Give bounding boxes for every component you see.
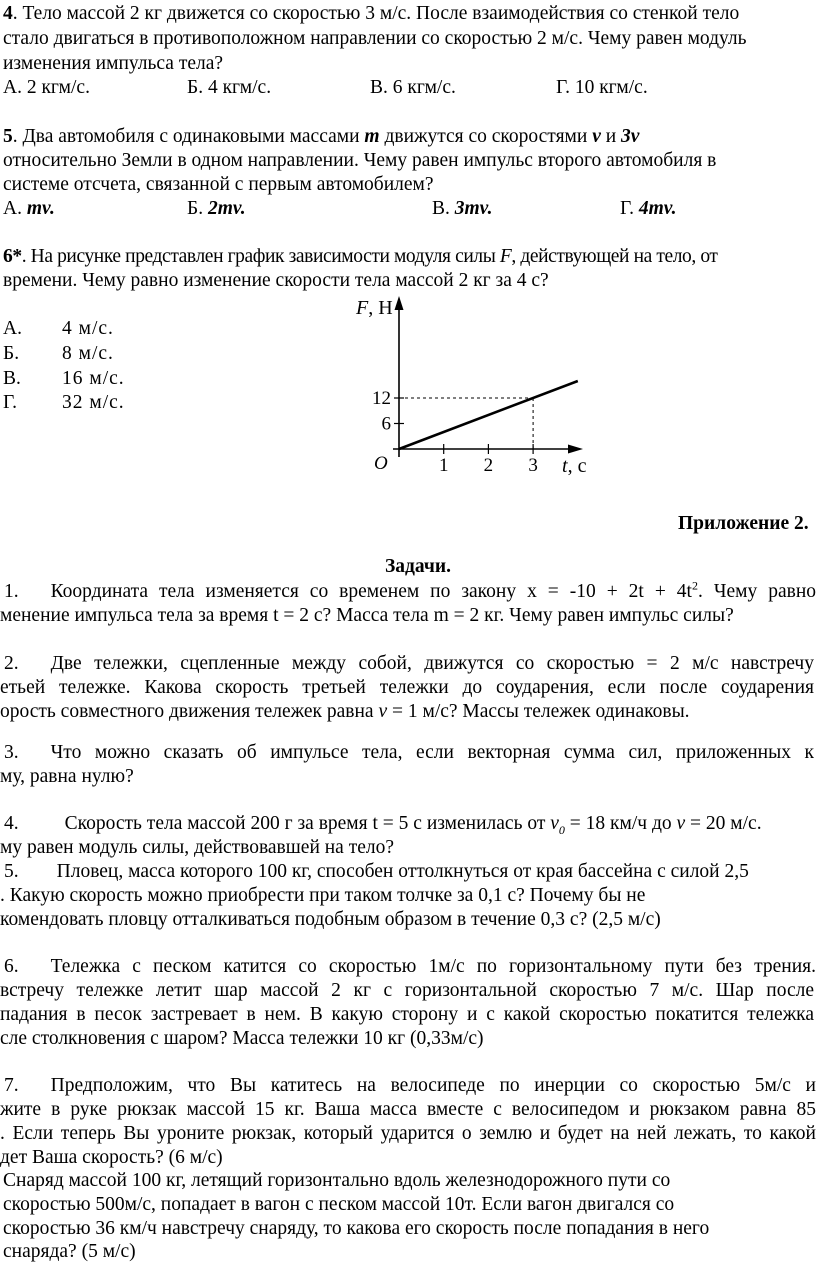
task-7-number: 7. bbox=[4, 1075, 19, 1096]
task-8-line-2: скоростью 500м/с, попадает в вагон с песком массой 10т. Если вагон двигался со bbox=[3, 1194, 675, 1215]
task-6-line-2: встречу тележке летит шар массой 2 кг с горизонтальной скоростью 7 м/с. Шар после bbox=[0, 980, 814, 1001]
task-8-line-4: снаряда? (5 м/с) bbox=[3, 1241, 136, 1262]
task-7-line-1: 7. Предположим, что Вы катитесь на велосипеде по инерции со скоростью 5м/с и bbox=[0, 1074, 816, 1098]
q6-option-b-value: 8 м/с. bbox=[62, 343, 114, 364]
q6-line-2: времени. Чему равно изменение скорости тела массой 2 кг за 4 с? bbox=[3, 270, 549, 291]
q5-text: . Два автомобиля с одинаковыми массами bbox=[12, 126, 365, 147]
q5-3v-symbol: 3v bbox=[621, 126, 640, 147]
origin-label: O bbox=[374, 453, 388, 474]
task-5-number: 5. bbox=[4, 861, 19, 882]
x-tick-label: 1 bbox=[438, 455, 449, 476]
force-time-chart bbox=[340, 292, 610, 492]
q6-option-a-value: 4 м/с. bbox=[62, 318, 114, 339]
x-axis-label: t, с bbox=[562, 455, 587, 477]
x-tick-label: 3 bbox=[528, 455, 538, 476]
task-5-line-1: 5. Пловец, масса которого 100 кг, способен оттолкнуться от края бассейна с силой 2,5 bbox=[4, 861, 749, 882]
q4-line-3: изменения импульса тела? bbox=[3, 53, 224, 74]
q5-mass-symbol: m bbox=[364, 126, 380, 147]
task-8-line-3: скоростью 36 км/ч навстречу снаряду, то какова его скорость после попадания в него bbox=[3, 1218, 710, 1239]
task-1-line-1: 1. Координата тела изменяется со временем по закону $x = -10 + 2t + 4t^2$. Чему равно bbox=[0, 580, 816, 604]
q5-line-2: относительно Земли в одном направлении. Чему равен импульс второго автомобиля в bbox=[3, 150, 717, 171]
y-axis bbox=[395, 296, 404, 457]
task-7-line-3: . Если теперь Вы уроните рюкзак, который ударится о землю и будет на ней лежать, то какой bbox=[0, 1123, 816, 1144]
q6-option-a: А. bbox=[3, 318, 22, 339]
q6-option-d-value: 32 м/с. bbox=[62, 392, 125, 413]
y-axis-label: F, Н bbox=[356, 297, 393, 319]
q4-number: 4 bbox=[3, 3, 13, 24]
q6-option-b: Б. bbox=[3, 343, 20, 364]
task-4-line-2: му равен модуль силы, действовавшей на тело? bbox=[0, 837, 395, 858]
task-2-line-1: 2. Две тележки, сцепленные между собой, движутся со скоростью = 2 м/с навстречу bbox=[0, 652, 814, 676]
q4-text: . Тело массой 2 кг движется со скоростью 3 м/с. После взаимодействия со стенкой тело bbox=[12, 3, 740, 24]
q6-option-d: Г. bbox=[3, 392, 17, 413]
appendix-heading: Приложение 2. bbox=[678, 513, 809, 534]
task-5-line-2: . Какую скорость можно приобрести при таком толчке за 0,1 с? Почему бы не bbox=[0, 885, 646, 906]
q5-line-3: системе отсчета, связанной с первым автомобилем? bbox=[3, 174, 434, 195]
q5-option-a: А. mv. bbox=[3, 198, 55, 219]
task-2-line-3: орость совместного движения тележек равна v = 1 м/с? Массы тележек одинаковы. bbox=[0, 701, 690, 722]
q4-line-2: стало двигаться в противоположном направлении со скоростью 2 м/с. Чему равен модуль bbox=[3, 28, 747, 49]
task-6-line-1: 6. Тележка с песком катится со скоростью 1м/с по горизонтальному пути без трения. bbox=[0, 955, 816, 979]
q5-number: 5 bbox=[3, 126, 13, 147]
q5-line-1 bbox=[3, 125, 639, 149]
q5-option-d: Г. 4mv. bbox=[620, 198, 677, 219]
task-7-line-4: дет Ваша скорость? (6 м/с) bbox=[0, 1147, 223, 1168]
tasks-title: Задачи. bbox=[385, 556, 451, 577]
q4-option-d: Г. 10 кгм/с. bbox=[556, 77, 648, 98]
x-tick-label: 2 bbox=[483, 455, 494, 476]
task-3-number: 3. bbox=[4, 742, 19, 763]
task-1-number: 1. bbox=[4, 581, 19, 602]
task-5-line-3: комендовать пловцу отталкиваться подобным образом в течение 0,3 с? (2,5 м/с) bbox=[0, 909, 661, 930]
task-7-line-2: жите в руке рюкзак массой 15 кг. Ваша масса вместе с велосипедом и рюкзаком равна 85 bbox=[0, 1099, 816, 1120]
task-2-line-2: етьей тележке. Какова скорость третьей тележки до соударения, если после соударения bbox=[0, 677, 814, 698]
q6-line-1: 6*. На рисунке представлен график зависимости модуля силы F, действующей на тело, от bbox=[3, 246, 718, 267]
task-3-line-2: му, равна нулю? bbox=[0, 766, 134, 787]
q5-v-symbol: v bbox=[592, 126, 601, 147]
q5-option-b: Б. 2mv. bbox=[187, 198, 246, 219]
task-4-line-1: 4. Скорость тела массой 200 г за время t = 5 с изменилась от $v_0 = 18$ км/ч до v = 20 м/с. bbox=[4, 813, 762, 837]
task-1-line-2: менение импульса тела за время t = 2 с? Масса тела m = 2 кг. Чему равен импульс силы? bbox=[0, 605, 734, 626]
q5-option-c: В. 3mv. bbox=[432, 198, 493, 219]
q6-option-c-value: 16 м/с. bbox=[62, 368, 125, 389]
q6-number: 6* bbox=[3, 246, 22, 267]
q4-option-a: А. 2 кгм/с. bbox=[3, 77, 90, 98]
task-8-line-1: Снаряд массой 100 кг, летящий горизонтально вдоль железнодорожного пути со bbox=[3, 1170, 671, 1191]
task-6-line-4: сле столкновения с шаром? Масса тележки 10 кг (0,33м/с) bbox=[0, 1028, 484, 1049]
q5-text: движутся со скоростями bbox=[379, 126, 593, 147]
task-6-line-3: падания в песок застревает в нем. В какую сторону и с какой скоростью покатится тележка bbox=[0, 1004, 814, 1025]
task-2-number: 2. bbox=[4, 653, 19, 674]
q4-option-c: В. 6 кгм/с. bbox=[370, 77, 456, 98]
q6-force-symbol: F bbox=[499, 246, 512, 267]
y-tick-label: 12 bbox=[372, 388, 391, 409]
q5-text: и bbox=[600, 126, 622, 147]
task-6-number: 6. bbox=[4, 956, 19, 977]
force-line bbox=[399, 381, 578, 449]
q4-option-b: Б. 4 кгм/с. bbox=[187, 77, 272, 98]
task-4-number: 4. bbox=[4, 813, 19, 834]
q4-line-1 bbox=[3, 2, 739, 26]
q6-option-c: В. bbox=[3, 368, 21, 389]
y-tick-label: 6 bbox=[381, 413, 391, 435]
task-3-line-1: 3. Что можно сказать об импульсе тела, если векторная сумма сил, приложенных к bbox=[0, 741, 814, 765]
